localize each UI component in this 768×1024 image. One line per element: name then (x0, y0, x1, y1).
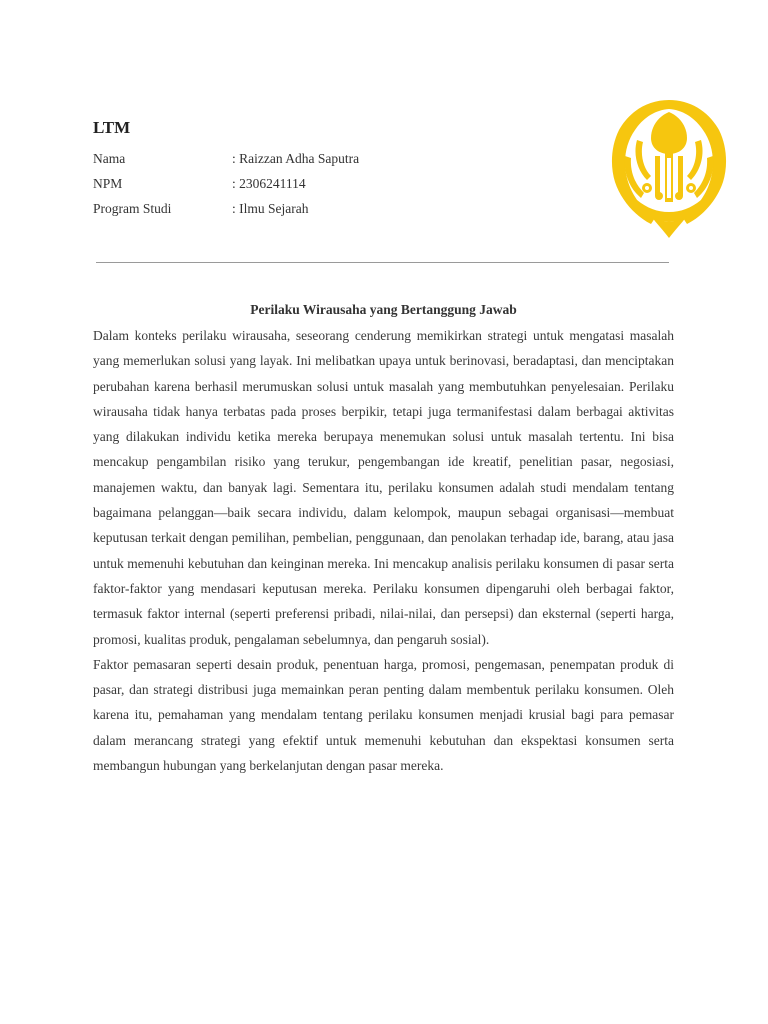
info-row-name (93, 150, 359, 175)
article-body (93, 323, 674, 778)
article-title: Perilaku Wirausaha yang Bertanggung Jawab (250, 302, 517, 317)
info-value: : Raizzan Adha Saputra (232, 151, 360, 166)
info-label: Program Studi (93, 201, 172, 216)
paragraph: Faktor pemasaran seperti desain produk, penentuan harga, promosi, pengemasan, penempatan produk di pasar, dan strategi distribusi juga memainkan peran penting dalam membentuk perilaku konsumen. Oleh karena itu, pemahaman yang mendalam tentang perilaku konsumen menjadi krusial bagi para pemasar dalam merancang strategi yang efektif untuk memenuhi kebutuhan dan ekspektasi konsumen serta membangun hubungan yang berkelanjutan dengan pasar mereka. (93, 656, 674, 774)
info-value: : Ilmu Sejarah (232, 201, 309, 216)
info-row-npm (93, 175, 359, 200)
info-row-program (93, 200, 359, 225)
document-title: LTM (93, 118, 131, 137)
student-info (93, 150, 359, 225)
info-value: : 2306241114 (232, 176, 306, 191)
header-divider (96, 262, 669, 263)
paragraph: Dalam konteks perilaku wirausaha, seseorang cenderung memikirkan strategi untuk mengatasi masalah yang memerlukan solusi yang layak. Ini melibatkan upaya untuk berinovasi, beradaptasi, dan menciptakan perubahan karena berhasil merumuskan solusi untuk masalah yang membutuhkan penyelesaian. Perilaku wirausaha tidak hanya terbatas pada proses berpikir, tetapi juga termanifestasi dalam berbagai aktivitas yang dilakukan individu ketika mereka berupaya menemukan solusi untuk masalah tertentu. Ini bisa mencakup pengambilan risiko yang terukur, pengembangan ide kreatif, penelitian pasar, negosiasi, manajemen waktu, dan banyak lagi. Sementara itu, perilaku konsumen adalah studi mendalam tentang bagaimana pelanggan—baik secara individu, dalam kelompok, maupun sebagai organisasi—membuat keputusan terkait dengan pemilihan, pembelian, penggunaan, dan penolakan terhadap ide, barang, atau jasa untuk memenuhi kebutuhan dan keinginan mereka. Ini mencakup analisis perilaku konsumen di pasar serta faktor-faktor yang mendasari keputusan mereka. Perilaku konsumen dipengaruhi oleh berbagai faktor, termasuk faktor internal (seperti preferensi pribadi, nilai-nilai, dan persepsi) dan eksternal (seperti harga, promosi, kualitas produk, pengalaman sebelumnya, dan pengaruh sosial). (93, 328, 674, 647)
info-label: NPM (93, 176, 123, 191)
makara-emblem-icon (607, 96, 731, 240)
info-label: Nama (93, 151, 126, 166)
